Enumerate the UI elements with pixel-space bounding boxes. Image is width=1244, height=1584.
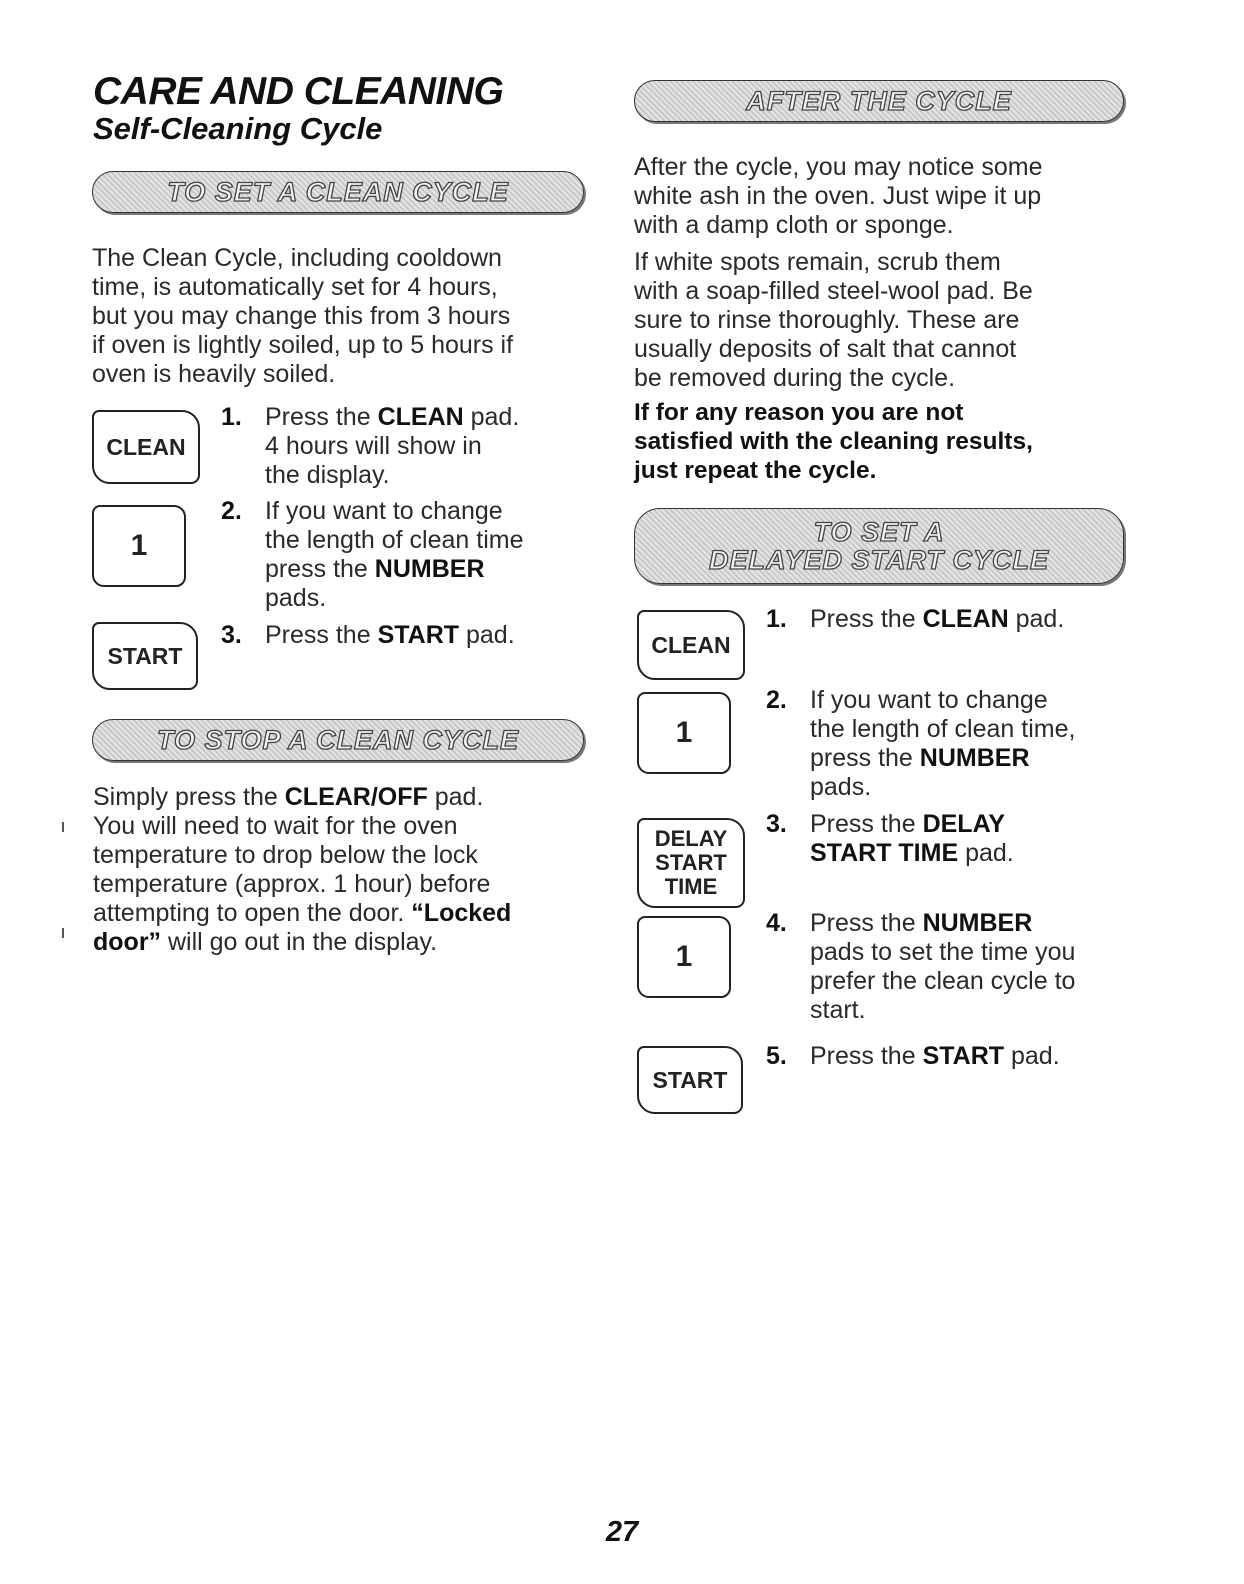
step-text: 4 hours will show in xyxy=(265,432,482,460)
step-bold: CLEAN xyxy=(377,403,464,431)
pad-label: 1 xyxy=(675,940,693,973)
clean-pad-icon xyxy=(92,410,200,484)
text: attempting to open the door. xyxy=(93,899,412,927)
step-text: press the xyxy=(265,555,375,583)
delay-start-time-pad-icon xyxy=(637,818,745,908)
text-line: oven is heavily soiled. xyxy=(92,360,336,388)
step-text: prefer the clean cycle to xyxy=(810,967,1076,995)
number-pad-icon xyxy=(637,916,731,998)
step-text: the length of clean time, xyxy=(810,715,1076,743)
text-line: but you may change this from 3 hours xyxy=(92,302,511,330)
step-text: press the xyxy=(810,744,920,772)
text-line: The Clean Cycle, including cooldown xyxy=(92,244,502,272)
pad-label: DELAY xyxy=(654,826,728,851)
start-pad-icon xyxy=(637,1046,743,1114)
step-text: Press the xyxy=(810,1042,923,1070)
step-bold: CLEAN xyxy=(922,605,1009,633)
delayed-step-3 xyxy=(766,810,1136,872)
text-line: time, is automatically set for 4 hours, xyxy=(92,273,498,301)
step-text: the display. xyxy=(265,461,390,489)
step-text: pad. xyxy=(459,621,515,649)
text-line: satisfied with the cleaning results, xyxy=(634,428,1033,455)
text: Simply press the xyxy=(93,783,285,811)
step-text: pads to set the time you xyxy=(810,938,1076,966)
margin-mark xyxy=(62,928,64,938)
set-clean-step-3 xyxy=(221,621,581,653)
step-text: If you want to change xyxy=(810,686,1048,714)
delayed-step-4 xyxy=(766,909,1136,1029)
step-number: 1. xyxy=(766,605,787,633)
pad-label: START xyxy=(107,642,183,669)
number-pad-icon xyxy=(637,692,731,774)
step-text: If you want to change xyxy=(265,497,503,525)
pad-label: 1 xyxy=(675,716,693,749)
text-line: You will need to wait for the oven xyxy=(93,812,458,840)
set-clean-cycle-banner xyxy=(92,171,584,213)
step-bold: START xyxy=(377,621,460,649)
set-clean-step-1 xyxy=(221,403,581,493)
page-subtitle: Self-Cleaning Cycle xyxy=(93,111,383,146)
text-line: If white spots remain, scrub them xyxy=(634,248,1001,276)
delayed-start-banner xyxy=(634,508,1124,584)
after-cycle-banner xyxy=(634,80,1124,122)
delayed-step-5 xyxy=(766,1042,1136,1074)
banner-text: TO SET A CLEAN CYCLE xyxy=(167,176,509,207)
step-bold: START TIME xyxy=(810,839,959,867)
step-number: 4. xyxy=(766,909,787,937)
banner-text: AFTER THE CYCLE xyxy=(746,85,1012,116)
step-bold: NUMBER xyxy=(374,555,485,583)
step-text: pad. xyxy=(958,839,1014,867)
text-line: be removed during the cycle. xyxy=(634,364,956,392)
step-bold: NUMBER xyxy=(922,909,1033,937)
step-number: 2. xyxy=(221,497,242,525)
pad-label: START xyxy=(652,1066,728,1093)
stop-clean-cycle-banner xyxy=(92,719,584,761)
pad-label: TIME xyxy=(664,874,718,899)
step-number: 3. xyxy=(221,621,242,649)
step-text: pads. xyxy=(810,773,872,801)
step-text: Press the xyxy=(265,403,378,431)
set-clean-intro xyxy=(92,244,592,389)
text-bold: door” xyxy=(93,928,162,956)
margin-mark xyxy=(62,822,64,832)
after-cycle-text xyxy=(634,153,1134,485)
text-line: if oven is lightly soiled, up to 5 hours if xyxy=(92,331,514,359)
pad-label: START xyxy=(655,850,727,875)
clean-pad-icon xyxy=(637,610,745,680)
text-line: After the cycle, you may notice some xyxy=(634,153,1043,181)
start-pad-icon xyxy=(92,622,198,690)
text-line: with a soap-filled steel-wool pad. Be xyxy=(634,277,1033,305)
pad-label: CLEAN xyxy=(651,631,731,658)
step-number: 5. xyxy=(766,1042,787,1070)
text-bold: CLEAR/OFF xyxy=(284,783,428,811)
step-bold: DELAY xyxy=(922,810,1005,838)
step-text: pad. xyxy=(463,403,520,431)
set-clean-step-2 xyxy=(221,497,581,617)
page-title: CARE AND CLEANING xyxy=(93,70,504,113)
step-bold: NUMBER xyxy=(919,744,1030,772)
banner-text: DELAYED START CYCLE xyxy=(708,545,1050,575)
step-text: Press the xyxy=(810,909,923,937)
text-line: If for any reason you are not xyxy=(634,399,964,426)
text: pad. xyxy=(427,783,484,811)
text-line: just repeat the cycle. xyxy=(634,457,877,484)
step-text: Press the xyxy=(810,810,923,838)
banner-text: TO SET A xyxy=(813,516,945,547)
banner-text: TO STOP A CLEAN CYCLE xyxy=(156,724,520,755)
step-text: pad. xyxy=(1004,1042,1060,1070)
text-line: usually deposits of salt that cannot xyxy=(634,335,1017,363)
stop-clean-text xyxy=(93,783,593,957)
step-text: Press the xyxy=(810,605,923,633)
text: will go out in the display. xyxy=(161,928,438,956)
step-text: start. xyxy=(810,996,866,1024)
text-line: sure to rinse thoroughly. These are xyxy=(634,306,1020,334)
step-text: the length of clean time xyxy=(265,526,524,554)
step-number: 1. xyxy=(221,403,242,431)
pad-label: CLEAN xyxy=(106,433,186,460)
step-text: Press the xyxy=(265,621,378,649)
text-line: white ash in the oven. Just wipe it up xyxy=(634,182,1042,210)
step-bold: START xyxy=(922,1042,1005,1070)
pad-label: 1 xyxy=(130,529,148,562)
step-number: 2. xyxy=(766,686,787,714)
step-number: 3. xyxy=(766,810,787,838)
text-bold: “Locked xyxy=(411,899,512,927)
text-line: temperature (approx. 1 hour) before xyxy=(93,870,491,898)
text-line: with a damp cloth or sponge. xyxy=(634,211,954,239)
text-line: temperature to drop below the lock xyxy=(93,841,478,869)
delayed-step-1 xyxy=(766,605,1136,637)
delayed-step-2 xyxy=(766,686,1136,806)
page-number: 27 xyxy=(605,1516,639,1548)
number-pad-icon xyxy=(92,505,186,587)
step-text: pad. xyxy=(1008,605,1065,633)
step-text: pads. xyxy=(265,584,327,612)
